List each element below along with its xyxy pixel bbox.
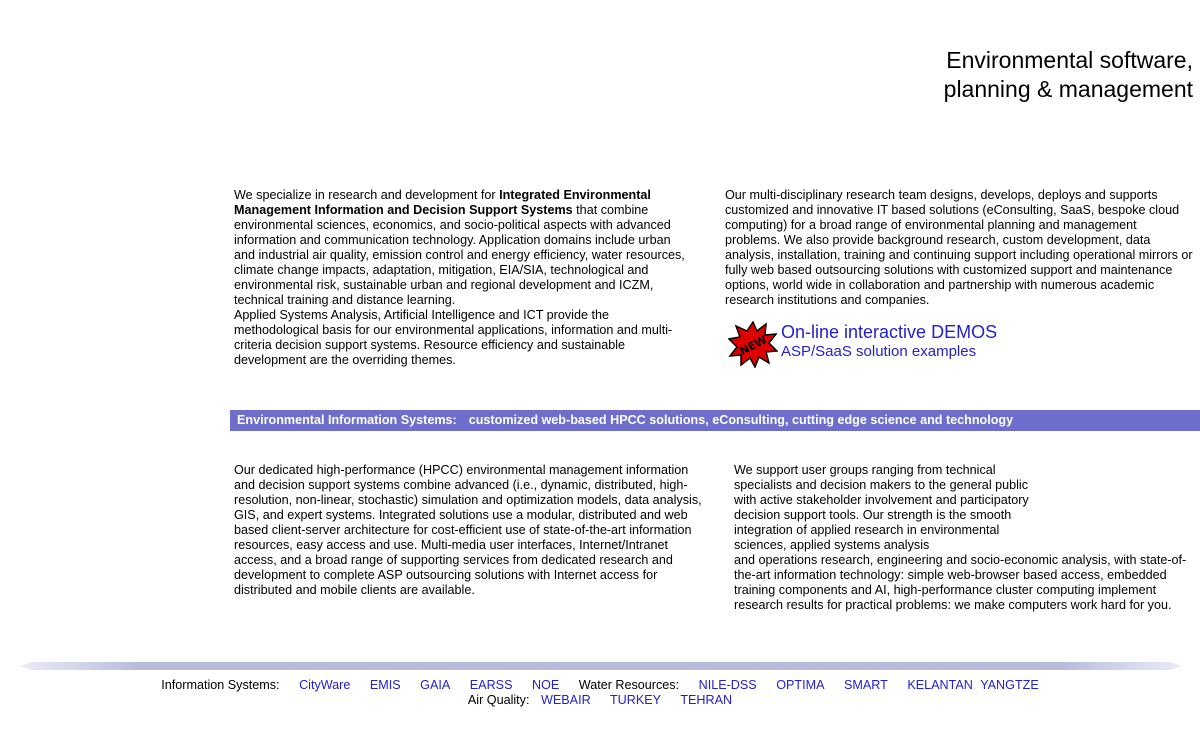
link-turkey[interactable]: TURKEY — [609, 693, 662, 707]
link-webair[interactable]: WEBAIR — [540, 693, 591, 707]
intro-right-paragraph: Our multi-disciplinary research team designs, develops, deploys and supports customized and innovative IT based solutions (eConsulting, SaaS, bespoke cloud computing) for a broad range of environmental planning and management problems. We also provide background research, custom development, data analysis, installation, training and continuing support including operational mirrors or fully web based outsourcing solutions with customized support and maintenance options, world wide in collaboration and partnership with numerous academic research institutions and companies. — [725, 188, 1193, 307]
intro-left-paragraph — [234, 188, 694, 368]
hpcc-right-text-short: We support user groups ranging from technical specialists and decision makers to the general public with active stakeholder involvement and participatory decision support tools. Our strength is the smooth integration of applied research in environmental sciences, applied systems analysis — [734, 463, 1029, 552]
tagline-line-1: Environmental software, — [946, 47, 1193, 73]
new-badge-icon — [728, 320, 778, 368]
info-systems-label: Information Systems: — [161, 678, 280, 692]
section-bar-text: customized web-based HPCC solutions, eConsulting, cutting edge science and technology — [468, 413, 1014, 427]
hpcc-right-paragraph — [734, 463, 1200, 613]
water-resources-label: Water Resources: — [578, 678, 680, 692]
link-yangtze[interactable]: YANGTZE — [980, 678, 1039, 692]
link-earss[interactable]: EARSS — [469, 678, 513, 692]
hpcc-left-paragraph: Our dedicated high-performance (HPCC) environmental management information and decision support systems combine advanced (i.e., dynamic, distributed, high-resolution, non-linear, stochastic) simulation and optimization models, data analysis, GIS, and expert systems. Integrated solutions use a modular, distributed and web based client-server architecture for cost-efficient use of state-of-the-art information resources, easy access and use. Multi-media user interfaces, Internet/Intranet access, and a broad range of supporting services from dedicated research and development to complete ASP outsourcing solutions with Internet access for distributed and mobile clients are available. — [234, 463, 702, 597]
link-emis[interactable]: EMIS — [369, 678, 401, 692]
air-quality-label: Air Quality: — [467, 693, 530, 707]
link-cityware[interactable]: CityWare — [299, 678, 351, 692]
new-badge-text: NEW — [737, 332, 770, 358]
intro-body-2: Applied Systems Analysis, Artificial Intelligence and ICT provide the methodological basis for our environmental applications, information and multi-criteria decision support systems. Resource efficiency and sustainable development are the overriding themes. — [234, 308, 673, 367]
link-smart[interactable]: SMART — [843, 678, 888, 692]
link-gaia[interactable]: GAIA — [420, 678, 451, 692]
footer-row-1 — [0, 677, 1200, 693]
intro-lead: We specialize in research and development for — [234, 188, 500, 202]
asp-saas-examples-link[interactable]: ASP/SaaS solution examples — [781, 343, 977, 360]
section-bar-label: Environmental Information Systems: — [237, 413, 457, 427]
link-tehran[interactable]: TEHRAN — [680, 693, 733, 707]
footer-row-2 — [0, 692, 1200, 708]
demos-promo[interactable] — [728, 320, 1028, 370]
site-tagline — [944, 46, 1193, 104]
footer-divider — [20, 662, 1182, 670]
section-bar — [230, 410, 1200, 431]
link-kelantan[interactable]: KELANTAN — [907, 678, 973, 692]
intro-emphasis: Integrated Environmental Management Information and Decision Support Systems — [234, 188, 651, 217]
intro-body: that combine environmental sciences, economics, and socio-political aspects with advanced information and communication technology. Application domains include urban and industrial air quality, emission control and energy efficiency, water resources, climate change impacts, adaptation, mitigation, EIA/SIA, technological and environmental risk, sustainable urban and regional development and ICZM, technical training and distance learning. — [234, 203, 685, 307]
tagline-line-2: planning & management — [943, 76, 1193, 102]
online-demos-link[interactable]: On-line interactive DEMOS — [781, 322, 998, 342]
hpcc-right-text-long: and operations research, engineering and socio-economic analysis, with state-of-the-art information technology: simple web-browser based access, embedded training components and AI, high-performance cluster computing implement research results for practical problems: we make computers work hard for you. — [734, 553, 1187, 612]
link-nile-dss[interactable]: NILE-DSS — [698, 678, 757, 692]
link-noe[interactable]: NOE — [531, 678, 560, 692]
link-optima[interactable]: OPTIMA — [776, 678, 825, 692]
